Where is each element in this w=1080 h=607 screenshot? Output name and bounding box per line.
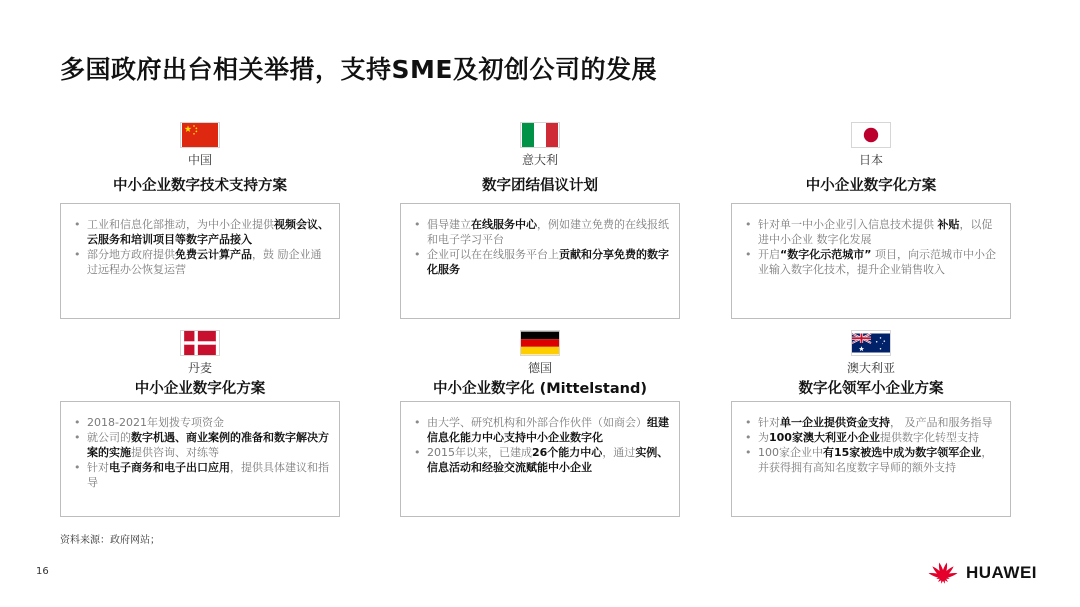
denmark-flag-icon xyxy=(180,330,220,356)
china-flag-icon xyxy=(180,122,220,148)
card-box xyxy=(60,401,340,517)
bullet-item xyxy=(744,217,1002,247)
bullet-list xyxy=(744,415,1002,475)
bullet-text: ，鼓 励企业通过远程办公恢复运营 xyxy=(87,248,322,276)
germany-flag-icon xyxy=(520,330,560,356)
plan-title: 中小企业数字化方案 xyxy=(134,381,266,397)
page-number: 16 xyxy=(36,566,49,577)
bullet-bold-text: “数字化示范城市” xyxy=(780,248,872,261)
huawei-logo xyxy=(926,558,1037,588)
country-label: 德国 xyxy=(527,361,552,375)
bullet-text: ，提供具体建议和指导 xyxy=(87,461,329,489)
bullet-list xyxy=(413,217,671,277)
bullet-bold-text: 贡献和分享免费的数字化服务 xyxy=(427,248,669,276)
plan-title: 数字团结倡议计划 xyxy=(482,178,598,194)
card-box xyxy=(400,203,680,319)
bullet-text: ，通过 xyxy=(602,446,636,459)
australia-flag-icon xyxy=(851,330,891,356)
country-label: 澳大利亚 xyxy=(846,361,895,375)
card-box xyxy=(400,401,680,517)
bullet-bold-text: 在线服务中心 xyxy=(471,218,537,231)
bullet-text: 由大学、研究机构和外部合作伙伴（如商会） xyxy=(427,416,647,429)
bullet-item xyxy=(744,247,1002,277)
bullet-text: 针对 xyxy=(87,461,109,474)
bullet-text: 倡导建立 xyxy=(427,218,471,231)
bullet-text: 2018-2021年划拨专项资金 xyxy=(87,416,224,429)
bullet-text: ，并获得拥有高知名度数字导师的额外支持 xyxy=(758,446,993,474)
bullet-bold-text: 26个能力中心 xyxy=(532,446,603,459)
bullet-item xyxy=(73,415,331,430)
card-box xyxy=(731,203,1011,319)
huawei-flower-icon xyxy=(926,560,960,586)
bullet-text: 针对 xyxy=(758,416,780,429)
bullet-bold-text: 视频会议、云服务和培训项目等数字产品接入 xyxy=(87,218,329,246)
bullet-text: 提供数字化转型支持 xyxy=(879,431,979,444)
card-box xyxy=(60,203,340,319)
huawei-wordmark: HUAWEI xyxy=(966,563,1037,582)
bullet-bold-text: 免费云计算产品 xyxy=(175,248,252,261)
bullet-item xyxy=(73,430,331,460)
plan-title: 中小企业数字化 (Mittelstand) xyxy=(433,381,647,397)
bullet-list xyxy=(744,217,1002,277)
bullet-bold-text: 补贴 xyxy=(937,218,960,231)
bullet-bold-text: 组建信息化能力中心支持中小企业数字化 xyxy=(427,416,669,444)
bullet-bold-text: 有15家被选中成为数字领军企业 xyxy=(823,446,982,459)
bullet-item xyxy=(744,415,1002,430)
page-title: 多国政府出台相关举措，支持SME及初创公司的发展 xyxy=(60,55,657,84)
bullet-list xyxy=(73,415,331,490)
bullet-text: 提供咨询、对练等 xyxy=(131,446,219,459)
bullet-bold-text: 100家澳大利亚小企业 xyxy=(769,431,880,444)
bullet-item xyxy=(413,415,671,445)
bullet-item xyxy=(73,247,331,277)
source-note: 资料来源：政府网站； xyxy=(60,535,160,546)
bullet-text: 项目，向示范城市中小企业输入数字化技术，提升企业销售收入 xyxy=(758,248,996,276)
country-label: 丹麦 xyxy=(187,361,212,375)
plan-title: 中小企业数字技术支持方案 xyxy=(113,178,287,194)
bullet-text: 开启 xyxy=(758,248,780,261)
bullet-text: 100家企业中 xyxy=(758,446,823,459)
bullet-item xyxy=(413,247,671,277)
plan-title: 中小企业数字化方案 xyxy=(805,178,937,194)
bullet-text: 针对单一中小企业引入信息技术提供 xyxy=(758,218,938,231)
bullet-item xyxy=(744,430,1002,445)
bullet-list xyxy=(73,217,331,277)
bullet-text: 就公司的 xyxy=(87,431,131,444)
bullet-bold-text: 单一企业提供资金支持 xyxy=(780,416,890,429)
italy-flag-icon xyxy=(520,122,560,148)
bullet-bold-text: 电子商务和电子出口应用 xyxy=(109,461,230,474)
bullet-text: ， 及产品和服务指导 xyxy=(890,416,993,429)
country-label: 意大利 xyxy=(521,153,558,167)
bullet-text: ，例如建立免费的在线报纸和电子学习平台 xyxy=(427,218,669,246)
bullet-item xyxy=(744,445,1002,475)
bullet-list xyxy=(413,415,671,475)
plan-title: 数字化领军小企业方案 xyxy=(798,381,944,397)
bullet-text: 工业和信息化部推动，为中小企业提供 xyxy=(87,218,274,231)
card-box xyxy=(731,401,1011,517)
bullet-item xyxy=(413,217,671,247)
bullet-item xyxy=(73,217,331,247)
bullet-bold-text: 实例、信息活动和经验交流赋能中小企业 xyxy=(427,446,669,474)
bullet-bold-text: 数字机遇、商业案例的准备和数字解决方案的实施 xyxy=(87,431,329,459)
bullet-text: 部分地方政府提供 xyxy=(87,248,175,261)
bullet-item xyxy=(413,445,671,475)
bullet-text: 2015年以来，已建成 xyxy=(427,446,532,459)
country-label: 中国 xyxy=(187,153,212,167)
bullet-text: ，以促进中小企业 数字化发展 xyxy=(758,218,993,246)
bullet-text: 企业可以在在线服务平台上 xyxy=(427,248,559,261)
bullet-text: 为 xyxy=(758,431,769,444)
country-label: 日本 xyxy=(858,153,883,167)
japan-flag-icon xyxy=(851,122,891,148)
bullet-item xyxy=(73,460,331,490)
